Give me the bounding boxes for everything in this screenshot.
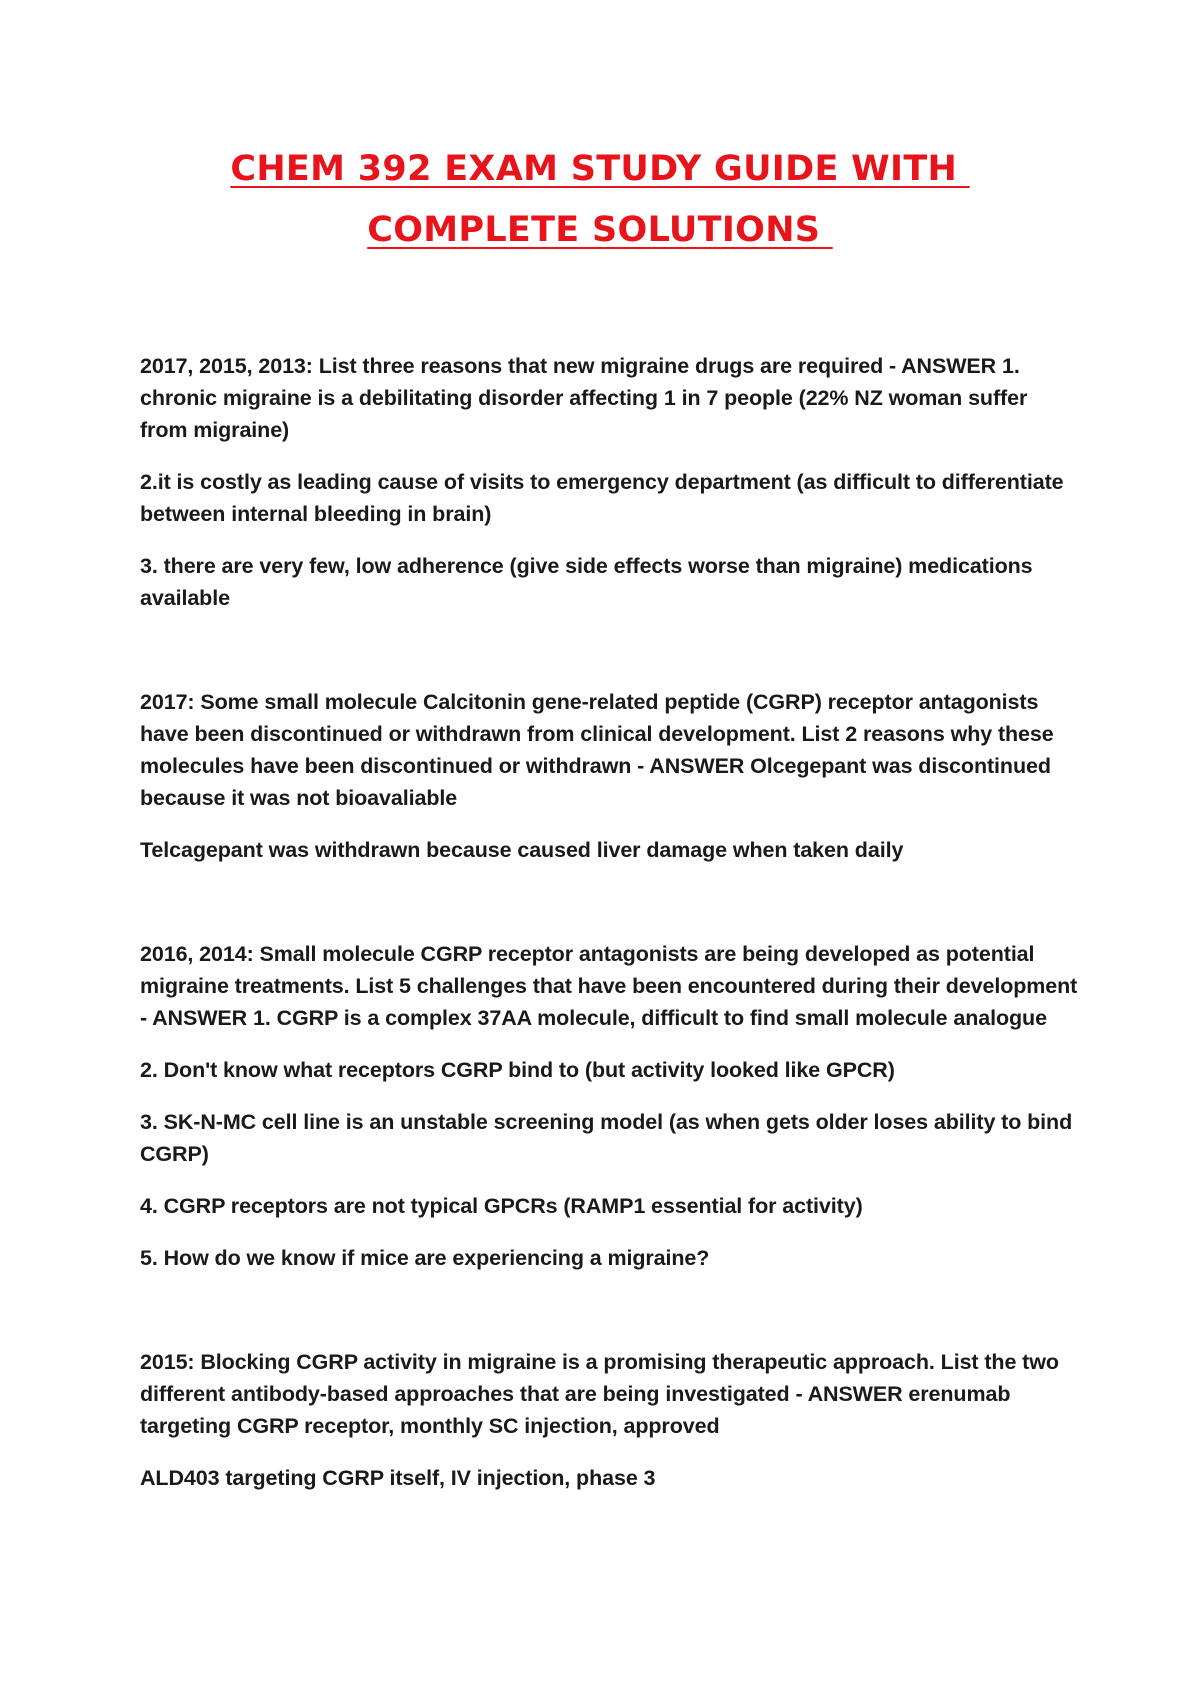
qa-section-4 xyxy=(140,1346,1080,1494)
answer-paragraph: ALD403 targeting CGRP itself, IV injection, phase 3 xyxy=(140,1466,656,1490)
title-line-2: COMPLETE SOLUTIONS xyxy=(367,210,833,250)
answer-paragraph: 3. SK-N-MC cell line is an unstable screening model (as when gets older loses ability to bind CGRP) xyxy=(140,1110,1073,1166)
title-line-1: CHEM 392 EXAM STUDY GUIDE WITH xyxy=(230,149,970,189)
qa-section-1 xyxy=(140,350,1080,614)
question-answer-paragraph: 2017: Some small molecule Calcitonin gene-related peptide (CGRP) receptor antagonists have been discontinued or withdrawn from clinical development. List 2 reasons why these molecules have been discontinued or withdrawn - ANSWER Olcegepant was discontinued because it was not bioavaliable xyxy=(140,690,1054,810)
qa-section-3 xyxy=(140,938,1080,1274)
answer-paragraph: Telcagepant was withdrawn because caused liver damage when taken daily xyxy=(140,838,904,862)
question-answer-paragraph: 2016, 2014: Small molecule CGRP receptor antagonists are being developed as potential migraine treatments. List 5 challenges that have been encountered during their development - ANSWER 1. CGRP is a complex 37AA molecule, difficult to find small molecule analogue xyxy=(140,942,1078,1030)
answer-paragraph: 3. there are very few, low adherence (give side effects worse than migraine) medications available xyxy=(140,554,1033,610)
document-title xyxy=(0,149,1200,250)
question-answer-paragraph: 2017, 2015, 2013: List three reasons that new migraine drugs are required - ANSWER 1. chronic migraine is a debilitating disorder affecting 1 in 7 people (22% NZ woman suffer from migraine) xyxy=(140,354,1028,442)
question-answer-paragraph: 2015: Blocking CGRP activity in migraine is a promising therapeutic approach. List the two different antibody-based approaches that are being investigated - ANSWER erenumab targeting CGRP receptor, monthly SC injection, approved xyxy=(140,1350,1059,1438)
answer-paragraph: 4. CGRP receptors are not typical GPCRs (RAMP1 essential for activity) xyxy=(140,1194,863,1218)
answer-paragraph: 2.it is costly as leading cause of visits to emergency department (as difficult to differentiate between internal bleeding in brain) xyxy=(140,470,1064,526)
document-body xyxy=(140,350,1080,1566)
answer-paragraph: 2. Don't know what receptors CGRP bind to (but activity looked like GPCR) xyxy=(140,1058,895,1082)
qa-section-2 xyxy=(140,686,1080,866)
answer-paragraph: 5. How do we know if mice are experiencing a migraine? xyxy=(140,1246,710,1270)
